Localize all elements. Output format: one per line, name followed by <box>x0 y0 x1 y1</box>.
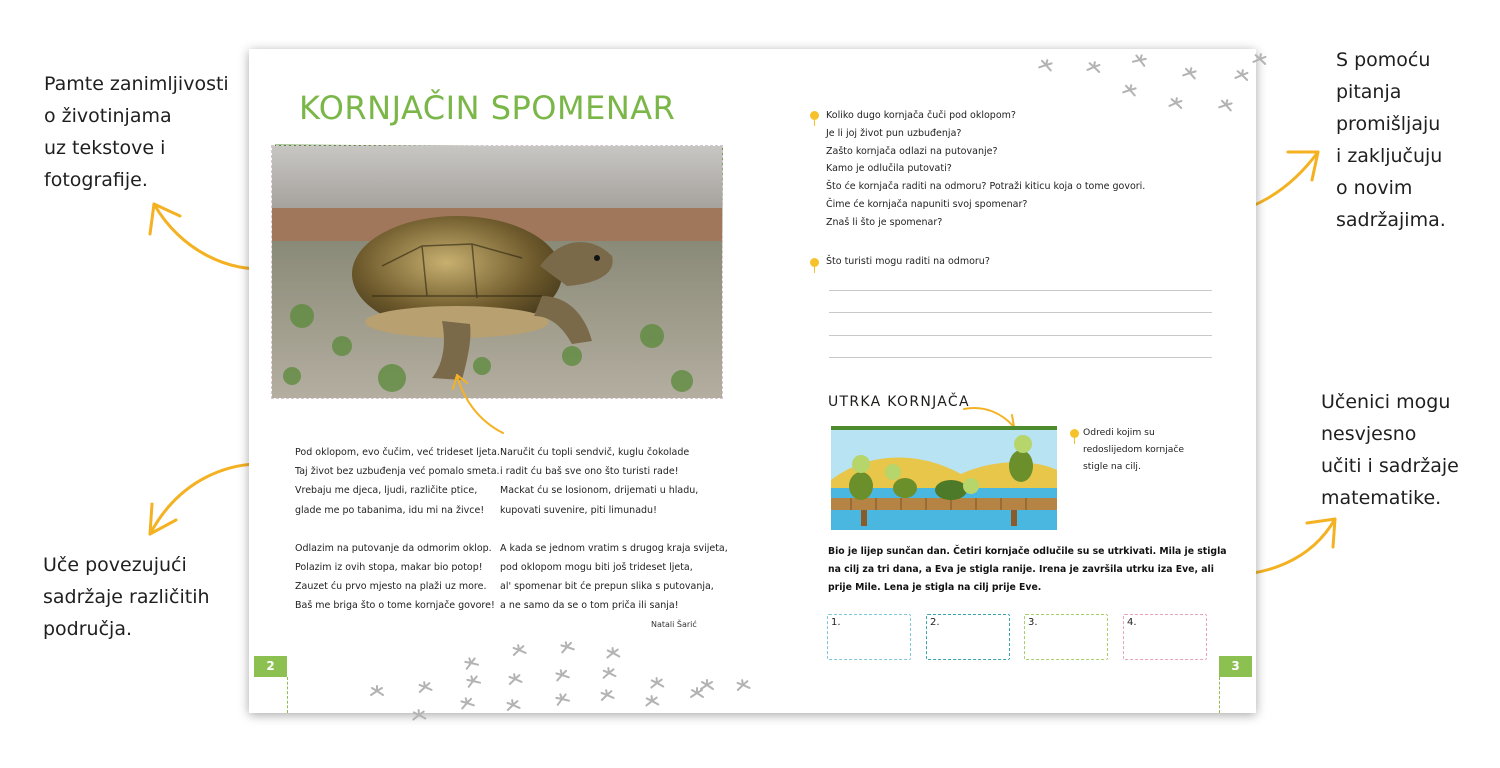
page-number-left: 2 <box>254 656 287 677</box>
note-top-left: Pamte zanimljivosti o životinjama uz tekstove i fotografije. <box>44 73 229 191</box>
answer-line[interactable] <box>829 357 1212 358</box>
turtle-footprint-icon <box>1181 65 1200 81</box>
turtle-footprint-icon <box>552 691 571 708</box>
answer-box-1[interactable]: 1. <box>827 614 911 660</box>
question-item: Zašto kornjača odlazi na putovanje? <box>826 145 998 157</box>
turtle-footprint-icon <box>649 676 666 689</box>
page-flag-line <box>287 677 288 713</box>
turtle-footprint-icon <box>463 673 482 690</box>
note-bottom-right: Učenici mogu nesvjesno učiti i sadržaje matematike. <box>1321 391 1459 509</box>
turtle-footprint-icon <box>734 678 752 693</box>
race-instruction: Odredi kojim su redoslijedom kornjače stigle na cilj. <box>1083 427 1185 472</box>
question-tourists: Što turisti mogu raditi na odmoru? <box>826 256 990 267</box>
turtle-footprint-icon <box>1233 68 1251 83</box>
turtle-photo <box>271 145 723 399</box>
pin-icon <box>1070 429 1079 438</box>
turtle-footprint-icon <box>416 680 434 695</box>
turtle-footprint-icon <box>600 666 618 680</box>
question-item: Kamo je odlučila putovati? <box>826 163 952 175</box>
poem-stanza: A kada se jednom vratim s drugog kraja svijeta, pod oklopom mogu biti još trideset ljeta, al' spomenar bit će prepun slika s putovanja, a ne samo da se o tom priča ili sanja! <box>500 542 728 612</box>
turtle-race-illustration <box>831 426 1057 534</box>
turtle-footprint-icon <box>598 688 616 703</box>
question-item: Što će kornjača raditi na odmoru? Potraži kiticu koja o tome govori. <box>826 181 1146 193</box>
turtle-footprint-icon <box>1251 52 1269 67</box>
turtle-footprint-icon <box>1037 57 1056 73</box>
turtle-footprint-icon <box>458 695 477 711</box>
poem-column-2 <box>500 443 728 635</box>
right-page <box>752 49 1256 713</box>
page-title: KORNJAČIN SPOMENAR <box>299 89 676 127</box>
poem-stanza: Odlazim na putovanje da odmorim oklop. Polazim iz ovih stopa, makar bio potop! Zauzet ću prvo mjesto na plaži uz more. Baš me briga što o tome kornjače govore! <box>295 542 495 612</box>
turtle-footprint-icon <box>644 694 661 707</box>
left-page <box>249 49 752 713</box>
note-bottom-left: Uče povezujući sadržaje različitih područja. <box>43 554 210 640</box>
poem-author: Natali Šarić <box>651 620 697 629</box>
turtle-footprint-icon <box>558 639 577 655</box>
turtle-footprint-icon <box>1167 96 1185 111</box>
question-list <box>826 107 1145 232</box>
question-item: Je li joj život pun uzbuđenja? <box>826 127 962 139</box>
page-number-right: 3 <box>1219 656 1252 677</box>
race-problem-text: Bio je lijep sunčan dan. Četiri kornjače odlučile su se utrkivati. Mila je stigla na cilj za tri dana, a Eva je stigla ranije. Irena je završila utrku iza Eve, ali prije Mile. Lena je stigla na cilj prije Eve. <box>828 546 1227 593</box>
poem-stanza: Pod oklopom, evo čučim, već trideset ljeta. Taj život bez uzbuđenja već pomalo smeta. Vrebaju me djeca, ljudi, različite ptice, glade me po tabanima, idu mi na živce! <box>295 447 500 516</box>
note-top-right: S pomoću pitanja promišljaju i zaključuju o novim sadržajima. <box>1336 49 1446 231</box>
turtle-footprint-icon <box>605 646 622 659</box>
poem-stanza: Naručit ću topli sendvič, kuglu čokolade i radit ću baš sve ono što turisti rade! Mackat ću se losionom, drijemati u hladu, kupovati suvenire, piti limunadu! <box>500 447 699 516</box>
pin-icon <box>810 111 819 120</box>
question-item: Znaš li što je spomenar? <box>826 216 943 228</box>
race-title: UTRKA KORNJAČA <box>828 394 970 410</box>
answer-line[interactable] <box>829 290 1212 291</box>
curved-arrow-icon <box>449 369 509 439</box>
pin-icon <box>810 258 819 267</box>
answer-box-3[interactable]: 3. <box>1024 614 1108 660</box>
book-spread <box>249 49 1256 713</box>
answer-box-4[interactable]: 4. <box>1123 614 1207 660</box>
turtle-footprint-icon <box>510 643 528 658</box>
turtle-footprint-icon <box>1121 82 1140 98</box>
answer-box-2[interactable]: 2. <box>926 614 1010 660</box>
turtle-footprint-icon <box>1217 97 1236 113</box>
answer-line[interactable] <box>829 312 1212 313</box>
question-item: Čime će kornjača napuniti svoj spomenar? <box>826 198 1028 210</box>
page-flag-line <box>1219 677 1220 713</box>
turtle-footprint-icon <box>553 667 572 683</box>
turtle-footprint-icon <box>504 698 522 713</box>
answer-line[interactable] <box>829 335 1212 336</box>
turtle-footprint-icon <box>411 708 428 721</box>
turtle-footprint-icon <box>1130 52 1149 69</box>
turtle-footprint-icon <box>506 672 524 687</box>
turtle-footprint-icon <box>1085 60 1103 75</box>
turtle-footprint-icon <box>461 655 480 672</box>
turtle-footprint-icon <box>689 687 705 699</box>
poem-column-1 <box>295 443 500 635</box>
turtle-footprint-icon <box>369 685 385 697</box>
question-item: Koliko dugo kornjača čuči pod oklopom? <box>826 110 1016 121</box>
